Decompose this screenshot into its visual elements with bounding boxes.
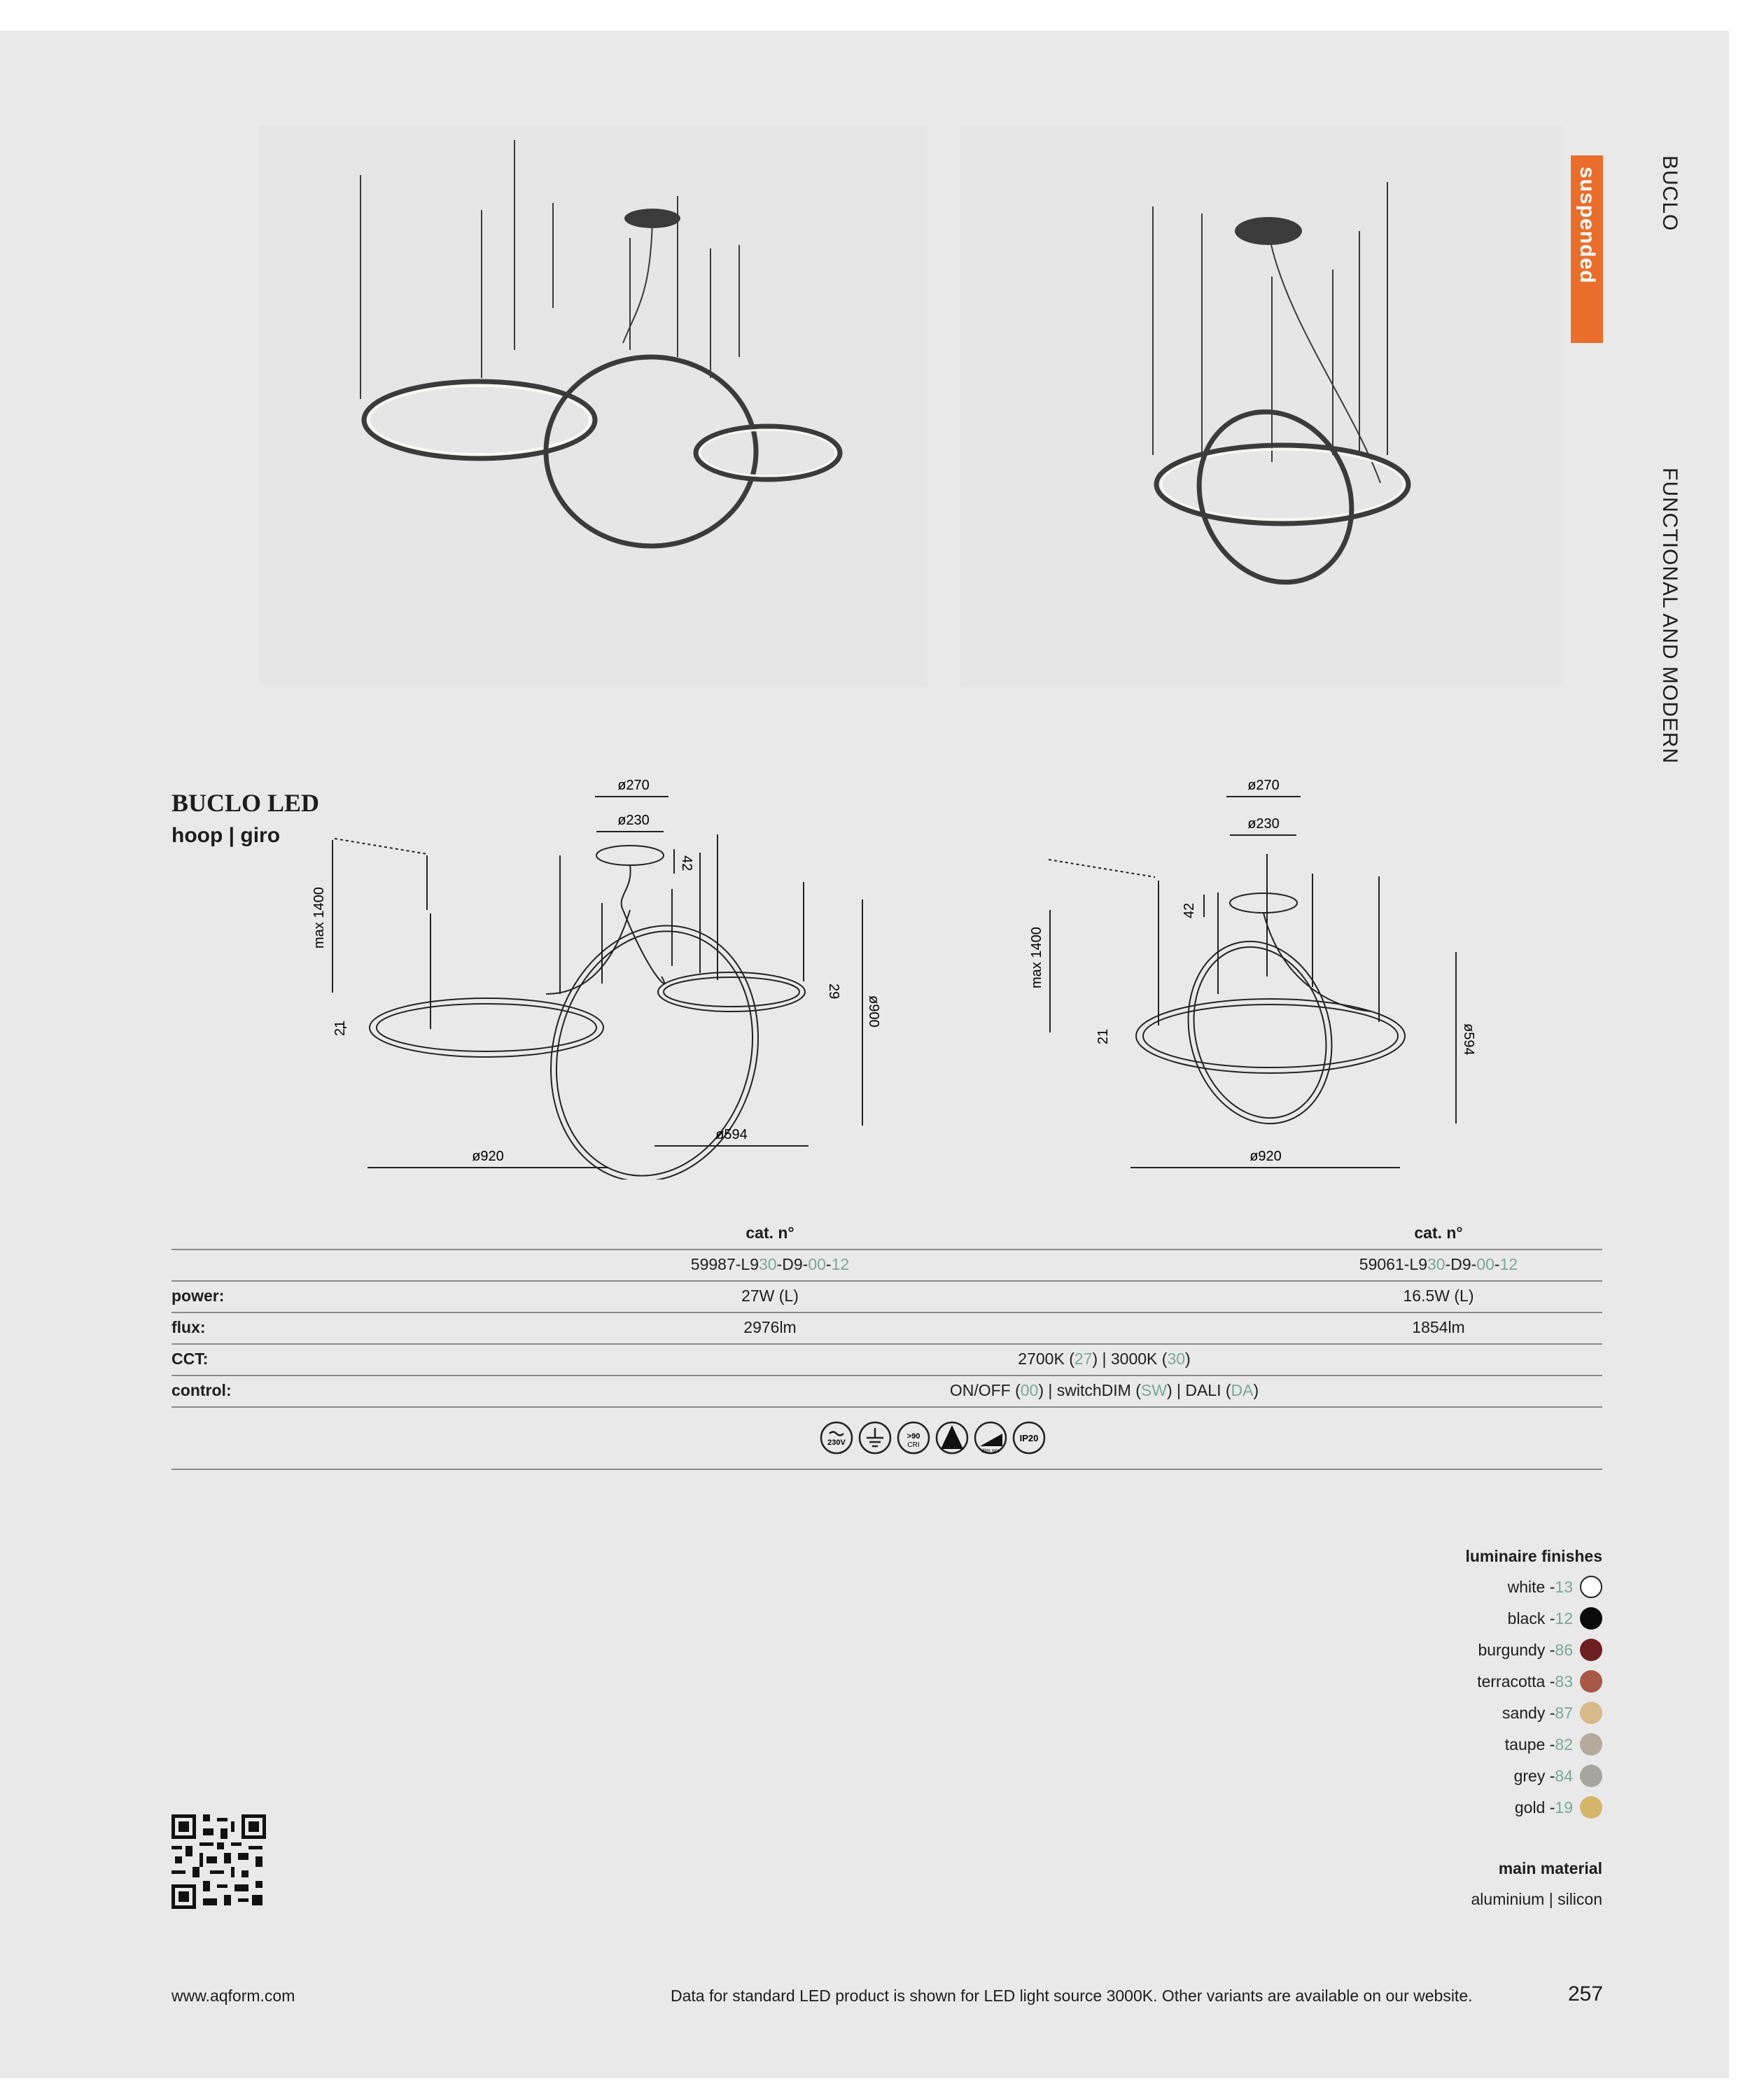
dim-h21-right: 21 <box>1096 1028 1111 1044</box>
spec-cct-row <box>172 1344 1602 1376</box>
control-label: control: <box>172 1381 232 1399</box>
dim-d594-left: ø594 <box>715 1127 748 1142</box>
footer-note: Data for standard LED product is shown for LED light source 3000K. Other variants are available on our website. <box>671 1987 1473 2005</box>
finish-black: black -12 <box>1508 1606 1602 1630</box>
finish-grey: grey -84 <box>1514 1764 1602 1788</box>
finish-burgundy: burgundy -86 <box>1478 1638 1602 1662</box>
footer-url-link[interactable]: www.aqform.com <box>172 1987 295 2005</box>
power-left: 27W (L) <box>741 1287 799 1305</box>
control-value: ON/OFF (00) | switchDIM (SW) | DALI (DA) <box>949 1381 1259 1399</box>
finish-terracotta: terracotta -83 <box>1477 1670 1602 1693</box>
dim-h42-left: 42 <box>679 855 694 872</box>
voltage-230v-icon <box>821 1422 852 1453</box>
power-label: power: <box>172 1287 225 1305</box>
product-photo-small <box>960 126 1562 686</box>
dim-d900-left: ø900 <box>866 995 881 1028</box>
spec-power-row <box>172 1281 1602 1313</box>
finish-swatch <box>1580 1702 1602 1724</box>
catno-right: 59061-L930-D9-00-12 <box>1359 1255 1518 1273</box>
finish-swatch <box>1580 1733 1602 1756</box>
product-title: BUCLO LED <box>172 789 320 817</box>
finish-gold: gold -19 <box>1515 1795 1602 1819</box>
product-subtitle: hoop | giro <box>172 824 281 847</box>
tagline-vertical: FUNCTIONAL AND MODERN <box>1658 468 1681 764</box>
dim-d230-left: ø230 <box>617 813 650 828</box>
finish-sandy: sandy -87 <box>1502 1701 1602 1725</box>
finishes-title: luminaire finishes <box>1465 1547 1602 1565</box>
finish-swatch <box>1580 1670 1602 1693</box>
spec-catno-row <box>172 1250 1602 1282</box>
main-material-value: aluminium | silicon <box>1471 1890 1602 1908</box>
spec-icons <box>819 1420 1064 1456</box>
dim-max-left: max 1400 <box>312 887 327 948</box>
dim-d270-right: ø270 <box>1247 778 1280 793</box>
technical-drawing-small <box>1022 766 1491 1180</box>
catno-header-right: cat. n° <box>1414 1224 1463 1242</box>
dim-h42-right: 42 <box>1182 902 1197 918</box>
svg-text:>90: >90 <box>906 1432 920 1441</box>
dim-d270-left: ø270 <box>617 778 650 793</box>
catno-header-left: cat. n° <box>746 1224 794 1242</box>
finish-taupe: taupe -82 <box>1505 1732 1602 1756</box>
dim-max-right: max 1400 <box>1029 927 1044 988</box>
dim-h29-left: 29 <box>826 983 841 1000</box>
svg-text:CRI: CRI <box>907 1441 920 1449</box>
dim-d230-right: ø230 <box>1247 816 1280 832</box>
spec-header-row <box>172 1218 1602 1250</box>
power-right: 16.5W (L) <box>1403 1287 1474 1305</box>
cct-label: CCT: <box>172 1350 209 1368</box>
finish-swatch <box>1580 1576 1602 1598</box>
category-tag <box>1571 155 1603 343</box>
flux-left: 2976lm <box>743 1318 797 1336</box>
product-photo-large <box>259 126 927 686</box>
dim-h21-left: 21 <box>332 1020 348 1036</box>
svg-text:230V: 230V <box>827 1438 846 1447</box>
page-number: 257 <box>1568 1982 1604 2005</box>
finish-swatch <box>1580 1765 1602 1787</box>
finish-swatch <box>1580 1796 1602 1819</box>
dim-d920-right: ø920 <box>1250 1149 1282 1164</box>
finish-white: white -13 <box>1508 1575 1602 1599</box>
flux-right: 1854lm <box>1412 1318 1465 1336</box>
flux-label: flux: <box>172 1318 206 1336</box>
svg-text:dim spr: dim spr <box>981 1448 1000 1454</box>
brand-vertical: BUCLO <box>1658 155 1681 232</box>
catno-left: 59987-L930-D9-00-12 <box>690 1255 850 1273</box>
spec-icons-row <box>172 1407 1602 1470</box>
category-tag-label: suspended <box>1576 167 1599 284</box>
main-material-title: main material <box>1498 1859 1602 1877</box>
dim-d594-right: ø594 <box>1461 1023 1476 1056</box>
svg-text:IP20: IP20 <box>1019 1433 1039 1443</box>
technical-drawing-large <box>294 766 924 1180</box>
dim-d920-left: ø920 <box>472 1149 504 1164</box>
spec-flux-row <box>172 1312 1602 1345</box>
finish-swatch <box>1580 1607 1602 1630</box>
qr-code-icon[interactable] <box>172 1814 266 1909</box>
cct-value: 2700K (27) | 3000K (30) <box>1018 1350 1191 1368</box>
spec-control-row <box>172 1376 1602 1408</box>
finish-swatch <box>1580 1639 1602 1661</box>
